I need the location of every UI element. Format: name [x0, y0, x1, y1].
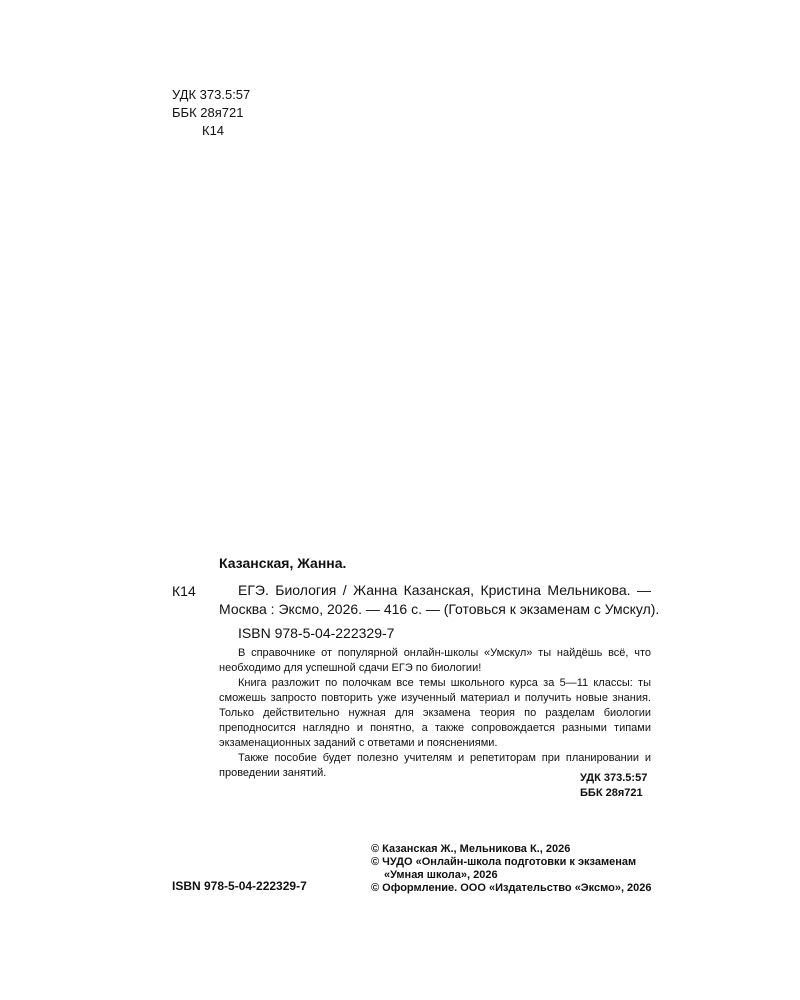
copyright-line-school-cont: «Умная школа», 2026	[384, 869, 498, 881]
top-classification	[172, 86, 250, 140]
copyright-line-design: © Оформление. ООО «Издательство «Эксмо», 2026	[371, 882, 652, 894]
author-heading: Казанская, Жанна.	[219, 555, 347, 571]
udk-code: УДК 373.5:57	[172, 87, 251, 102]
copyright-line-authors: © Казанская Ж., Мельникова К., 2026	[371, 843, 571, 855]
copyright-block	[371, 843, 652, 895]
udk-code-small: УДК 373.5:57	[580, 772, 648, 784]
bbk-code-small: ББК 28я721	[580, 787, 643, 799]
classification-codes	[580, 771, 647, 801]
annotation-paragraph-1: В справочнике от популярной онлайн-школы «Умскул» ты найдёшь всё, что необходимо для успешной сдачи ЕГЭ по биологии!	[219, 647, 651, 674]
bib-line-2: Москва : Эксмо, 2026. — 416 с. — (Готовься к экзаменам с Умскул).	[219, 601, 660, 617]
annotation-paragraph-3: Также пособие будет полезно учителям и репетиторам при планировании и проведении занятий.	[219, 752, 651, 779]
annotation	[219, 646, 651, 781]
isbn-footer: ISBN 978-5-04-222329-7	[172, 879, 307, 893]
record-author-mark: К14	[172, 583, 196, 599]
copyright-line-school: © ЧУДО «Онлайн-школа подготовки к экзаменам	[371, 856, 637, 868]
bibliographic-description	[219, 581, 660, 619]
annotation-paragraph-2: Книга разложит по полочкам все темы школьного курса за 5—11 классы: ты сможешь запросто повторить уже изученный материал и получить новые знания. Только действительно нужная для экзамена теория по разделам биологии преподносится наглядно и понятно, а также сопровождается разными типами экзаменационных заданий с ответами и пояснениями.	[219, 677, 651, 749]
bbk-code: ББК 28я721	[172, 105, 244, 120]
isbn-record: ISBN 978-5-04-222329-7	[238, 625, 395, 641]
author-mark: К14	[202, 123, 225, 138]
bib-line-1: ЕГЭ. Биология / Жанна Казанская, Кристина Мельникова. —	[238, 582, 651, 598]
